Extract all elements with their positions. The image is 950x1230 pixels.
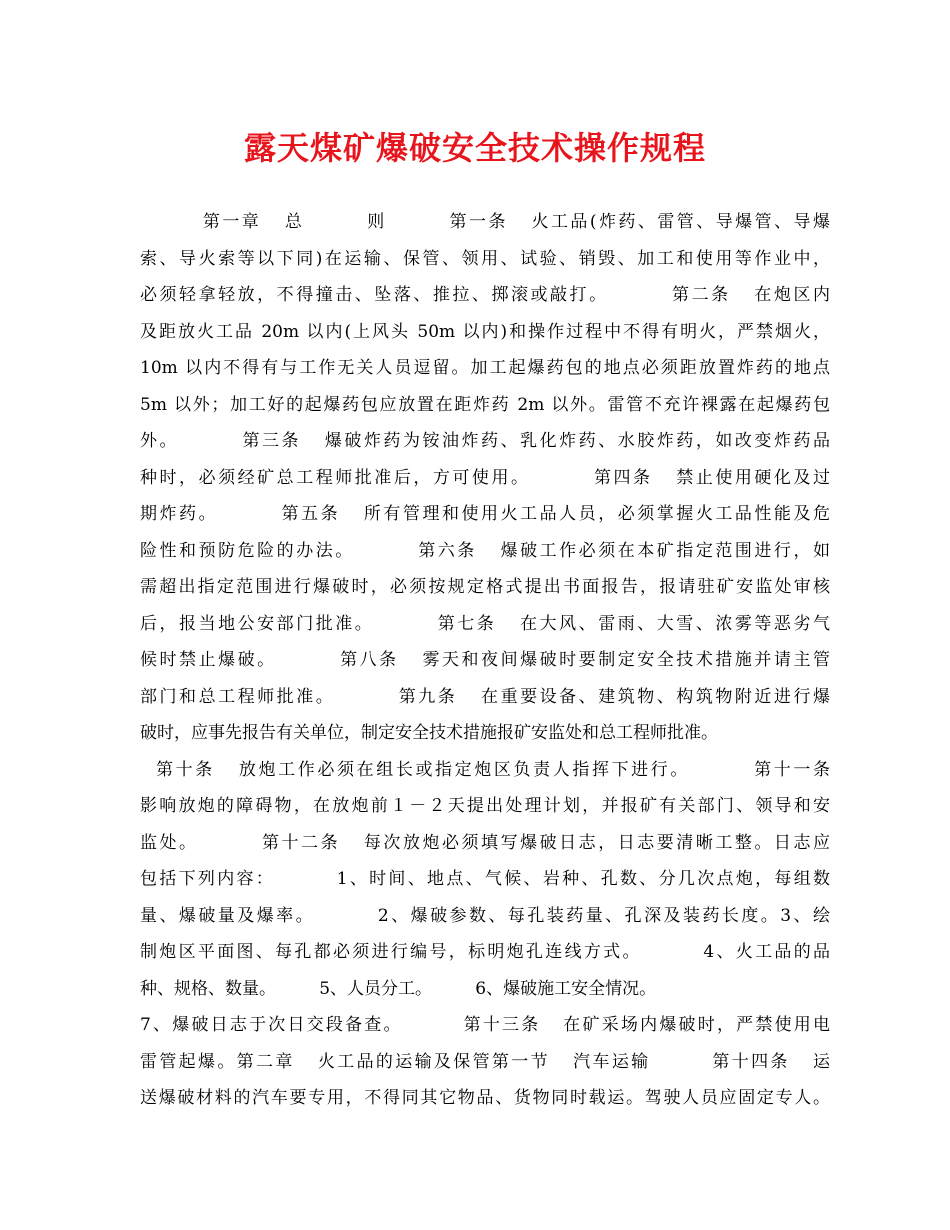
body-line: 第一章 总 则 第一条 火工品(炸药、雷管、导爆管、导爆 <box>140 212 830 232</box>
body-line: 种时，必须经矿总工程师批准后，方可使用。 第四条 禁止使用硬化及过 <box>140 467 830 488</box>
body-line: 影响放炮的障碍物，在放炮前１－２天提出处理计划，并报矿有关部门、领导和安 <box>140 796 830 816</box>
body-line: 量、爆破量及爆率。 2、爆破参数、每孔装药量、孔深及装药长度。3、绘 <box>140 905 830 926</box>
body-line: 雷管起爆。第二章 火工品的运输及保管第一节 汽车运输 第十四条 运 <box>140 1051 830 1072</box>
body-line: 部门和总工程师批准。 第九条 在重要设备、建筑物、构筑物附近进行爆 <box>140 686 830 707</box>
body-line: 制炮区平面图、每孔都必须进行编号，标明炮孔连线方式。 4、火工品的品 <box>140 942 830 962</box>
body-line: 后，报当地公安部门批准。 第七条 在大风、雷雨、大雪、浓雾等恶劣气 <box>140 613 830 634</box>
body-line: 候时禁止爆破。 第八条 雾天和夜间爆破时要制定安全技术措施并请主管 <box>140 650 830 670</box>
body-line: 种、规格、数量。 5、人员分工。 6、爆破施工安全情况。 <box>140 978 657 999</box>
body-line: 送爆破材料的汽车要专用，不得同其它物品、货物同时载运。驾驶人员应固定专人。 <box>140 1088 830 1108</box>
body-line: 必须轻拿轻放，不得撞击、坠落、推拉、掷滚或敲打。 第二条 在炮区内 <box>140 285 830 305</box>
body-line: 破时，应事先报告有关单位，制定安全技术措施报矿安监处和总工程师批准。 <box>140 723 718 743</box>
body-line: 5m 以外；加工好的起爆药包应放置在距炸药 2m 以外。雷管不充许裸露在起爆药包 <box>140 394 830 415</box>
body-line: 及距放火工品 20m 以内(上风头 50m 以内)和操作过程中不得有明火，严禁烟火， <box>140 321 830 342</box>
body-line: 7、爆破日志于次日交段备查。 第十三条 在矿采场内爆破时，严禁使用电 <box>140 1015 830 1035</box>
body-line: 10m 以内不得有与工作无关人员逗留。加工起爆药包的地点必须距放置炸药的地点 <box>140 358 830 378</box>
body-line: 外。 第三条 爆破炸药为铵油炸药、乳化炸药、水胶炸药，如改变炸药品 <box>140 431 830 451</box>
body-line: 包括下列内容： 1、时间、地点、气候、岩种、孔数、分几次点炮，每组数 <box>140 869 830 889</box>
body-line: 第十条 放炮工作必须在组长或指定炮区负责人指挥下进行。 第十一条 <box>140 759 830 780</box>
body-line: 期炸药。 第五条 所有管理和使用火工品人员，必须掌握火工品性能及危 <box>140 504 830 524</box>
body-line: 需超出指定范围进行爆破时，必须按规定格式提出书面报告，报请驻矿安监处审核 <box>140 577 830 597</box>
body-line: 索、导火索等以下同)在运输、保管、领用、试验、销毁、加工和使用等作业中， <box>140 248 830 269</box>
document-body <box>140 204 830 1117</box>
body-line: 险性和预防危险的办法。 第六条 爆破工作必须在本矿指定范围进行，如 <box>140 540 830 561</box>
document-title: 露天煤矿爆破安全技术操作规程 <box>243 129 706 167</box>
body-line: 监处。 第十二条 每次放炮必须填写爆破日志，日志要清晰工整。日志应 <box>140 832 830 853</box>
